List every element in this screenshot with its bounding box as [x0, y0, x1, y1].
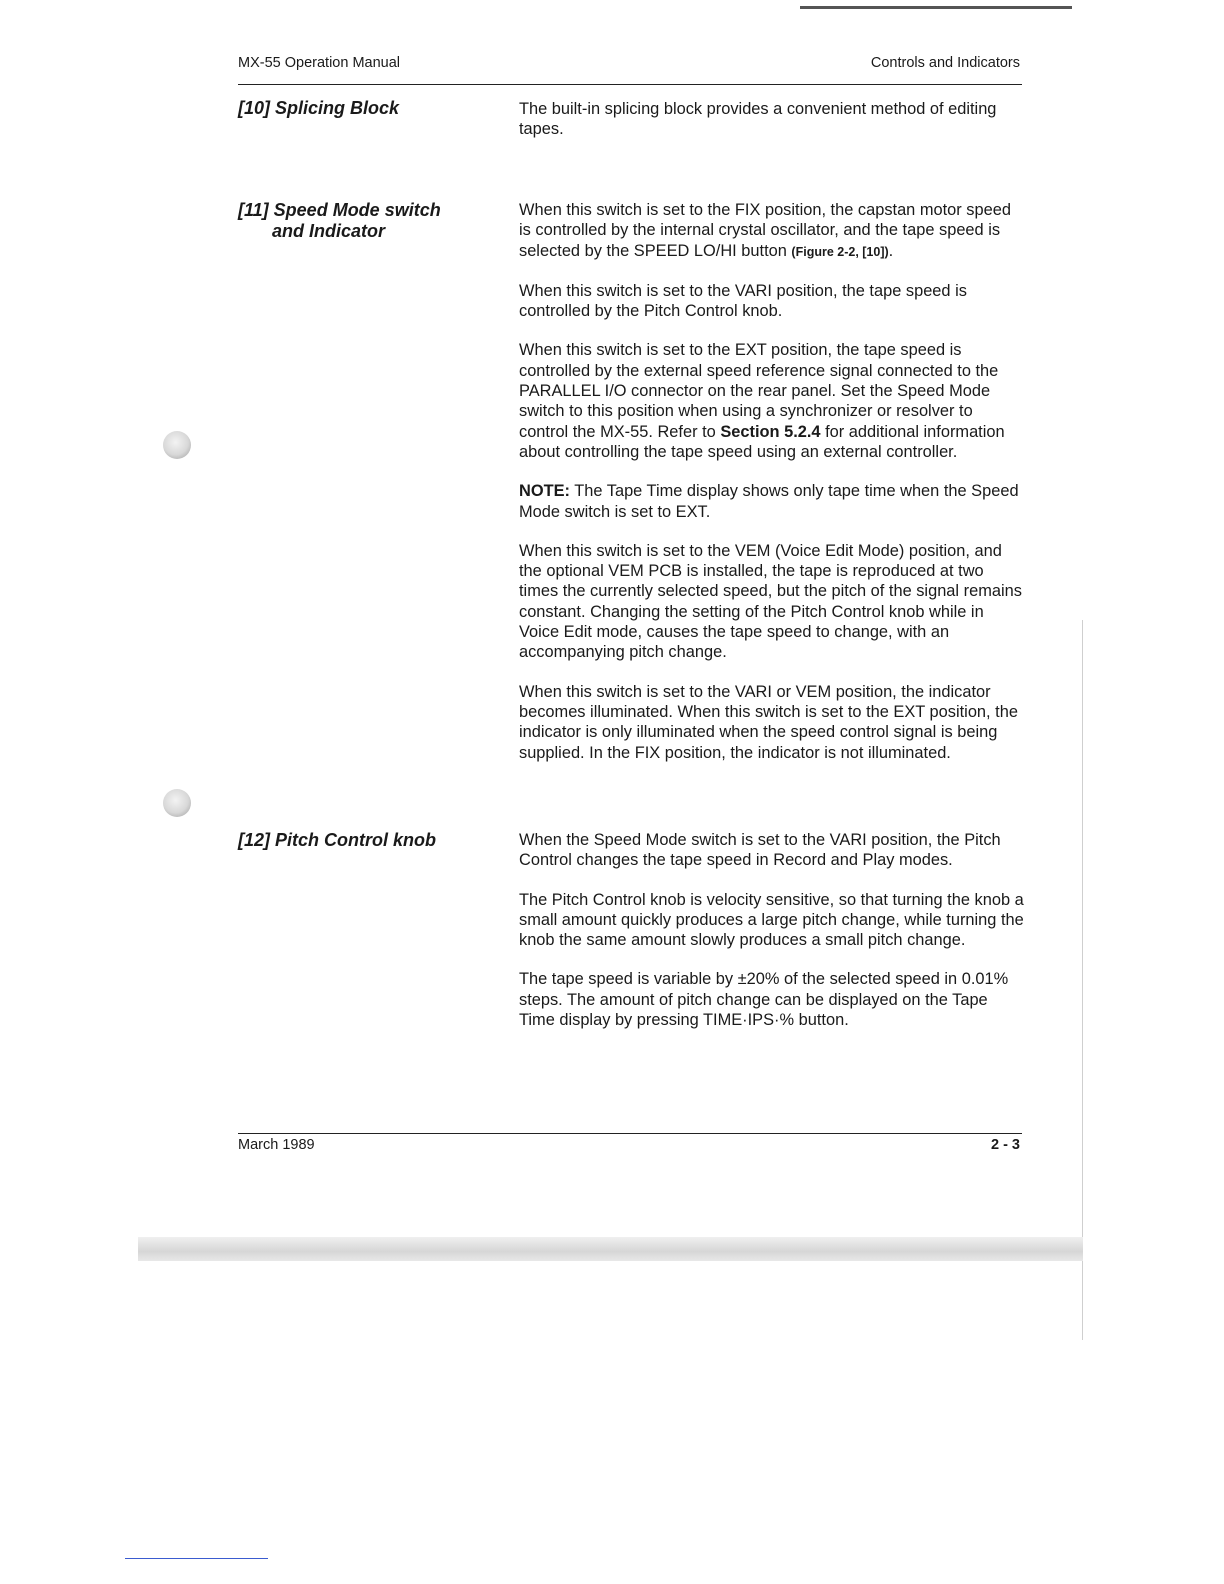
footer-rule [238, 1133, 1022, 1134]
splicing-block-body [519, 99, 1024, 159]
paragraph-fix [519, 200, 1024, 262]
splicing-block-heading [238, 98, 478, 119]
paragraph: The built-in splicing block provides a convenient method of editing tapes. [519, 100, 997, 139]
header-rule [238, 84, 1022, 85]
footer-date: March 1989 [238, 1137, 315, 1153]
text: When this switch is set to the FIX position, the capstan motor speed is controlled by the internal crystal oscillator, and the tape speed is selected by the SPEED LO/HI button [519, 201, 1011, 260]
paragraph: The tape speed is variable by ±20% of the selected speed in 0.01% steps. The amount of pitch change can be displayed on the Tape Time display by pressing TIME·IPS·% button. [519, 970, 1009, 1030]
speed-mode-heading [238, 200, 478, 242]
heading-line: [12] Pitch Control knob [238, 830, 436, 850]
paragraph-vari: When this switch is set to the VARI position, the tape speed is controlled by the Pitch Control knob. [519, 281, 967, 321]
speed-mode-body [519, 200, 1024, 782]
paragraph: When the Speed Mode switch is set to the VARI position, the Pitch Control changes the tape speed in Record and Play modes. [519, 831, 1001, 870]
pitch-control-heading [238, 830, 478, 851]
note-label: NOTE: [519, 482, 570, 501]
header-section-title: Controls and Indicators [870, 55, 1020, 71]
figure-reference: (Figure 2-2, [10]) [791, 244, 889, 259]
heading-line: and Indicator [272, 221, 386, 241]
binder-hole [163, 789, 191, 817]
text: When this switch is set to the EXT position, the tape speed is controlled by the external speed reference signal connected to the PARALLEL I/O connector on the rear panel. Set the Speed Mode switch to this position when using a synchronizer or resolver to control the MX-55. Refer to [519, 341, 999, 441]
header-manual-title: MX-55 Operation Manual [238, 55, 400, 71]
bottom-underline [125, 1558, 268, 1559]
paragraph-ext [519, 340, 1024, 462]
heading-line: [10] Splicing Block [238, 98, 400, 118]
page-header [238, 55, 1020, 79]
paragraph-vem: When this switch is set to the VEM (Voice Edit Mode) position, and the optional VEM PCB is installed, the tape is reproduced at two times the currently selected speed, but the pitch of the signal remains constant. Changing the setting of the Pitch Control knob while in Voice Edit mode, causes the tape speed to change, with an accompanying pitch change. [519, 541, 1022, 662]
note-text: The Tape Time display shows only tape time when the Speed Mode switch is set to EXT. [519, 482, 1019, 521]
paragraph-indicator: When this switch is set to the VARI or VEM position, the indicator becomes illuminated. When this switch is set to the EXT position, the indicator is only illuminated when the speed control signal is being supplied. In the FIX position, the indicator is not illuminated. [519, 682, 1018, 762]
page-edge-shadow [1082, 620, 1083, 1340]
page-footer [238, 1137, 1020, 1159]
text: . [888, 241, 894, 260]
binder-hole [163, 431, 191, 459]
note-paragraph [519, 481, 1024, 522]
text: for additional information about controlling the tape speed using an external controller. [519, 422, 1005, 461]
paragraph: The Pitch Control knob is velocity sensitive, so that turning the knob a small amount quickly produces a large pitch change, while turning the knob the same amount slowly produces a small pitch change. [519, 890, 1024, 950]
pitch-control-body [519, 830, 1024, 1049]
scan-shadow-band [138, 1237, 1083, 1261]
page-number: 2 - 3 [990, 1137, 1020, 1153]
heading-line: [11] Speed Mode switch [238, 200, 441, 220]
section-reference: Section 5.2.4 [720, 422, 821, 441]
top-edge-rule [800, 0, 1072, 9]
